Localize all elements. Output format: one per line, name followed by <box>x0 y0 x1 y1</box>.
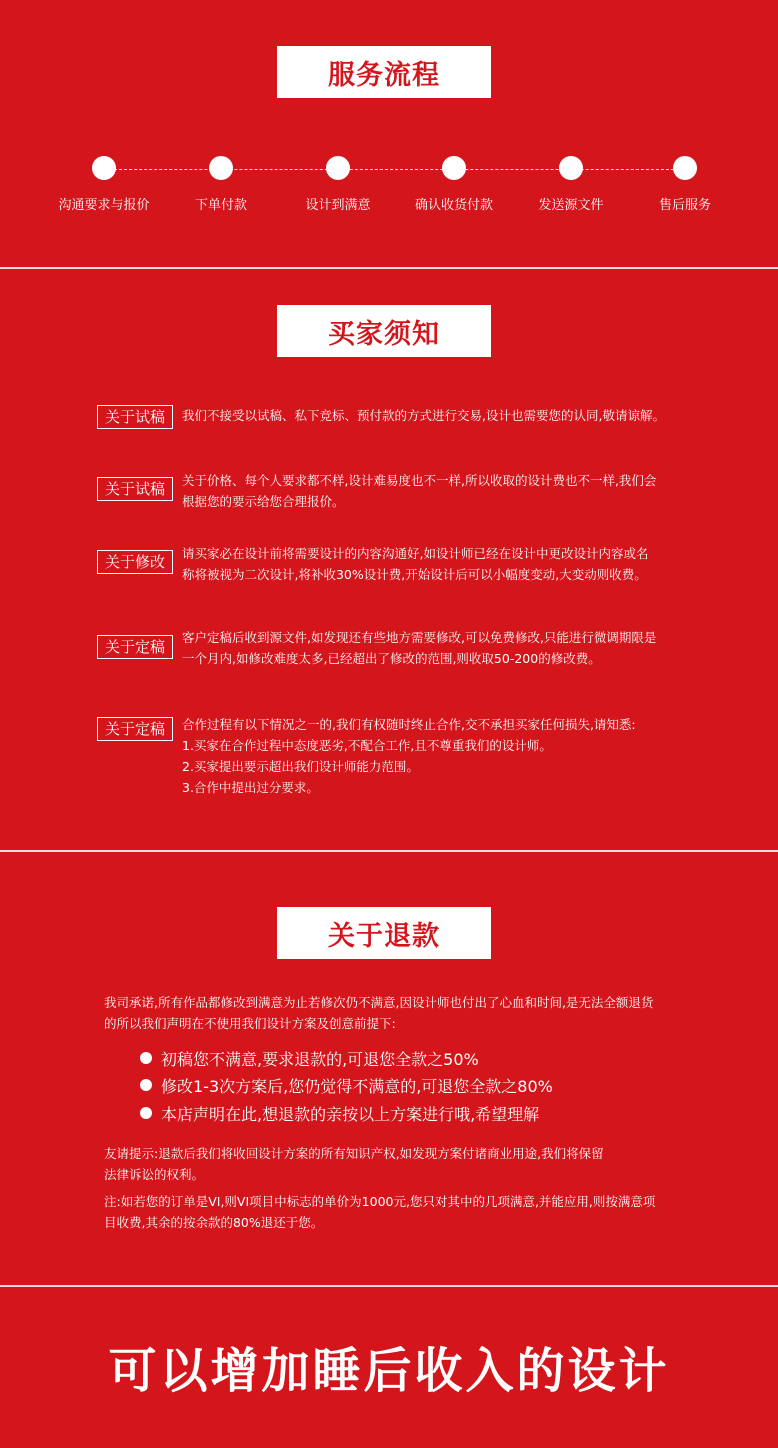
refund-bullet-text: 修改1-3次方案后,您仍觉得不满意的,可退您全款之80% <box>161 1076 553 1096</box>
refund-tip-line: 法律诉讼的权利。 <box>104 1167 205 1182</box>
notice-line: 称将被视为二次设计,将补收30%设计费,开始设计后可以小幅度变动,大变动则收费。 <box>182 567 647 582</box>
section-divider <box>0 850 778 852</box>
notice-line: 3.合作中提出过分要求。 <box>182 780 319 795</box>
refund-intro-line: 的所以我们声明在不使用我们设计方案及创意前提下: <box>104 1016 396 1031</box>
step-dot-icon <box>326 156 350 180</box>
notice-line: 根据您的要示给您合理报价。 <box>182 494 345 509</box>
section-divider <box>0 267 778 269</box>
refund-note <box>104 1191 694 1233</box>
notice-line: 合作过程有以下情况之一的,我们有权随时终止合作,交不承担买家任何损失,请知悉: <box>182 717 636 732</box>
step-label: 沟通要求与报价 <box>58 198 150 213</box>
refund-note-line: 目收费,其余的按余款的80%退还于您。 <box>104 1215 324 1230</box>
bullet-dot-icon <box>140 1079 152 1091</box>
bullet-dot-icon <box>140 1052 152 1064</box>
step-dot-icon <box>673 156 697 180</box>
step-label: 售后服务 <box>658 198 711 213</box>
service-flow-title: 服务流程 <box>277 46 491 98</box>
bullet-dot-icon <box>140 1107 152 1119</box>
refund-intro <box>104 992 694 1034</box>
step-dot-icon <box>442 156 466 180</box>
step-label: 确认收货付款 <box>414 198 493 213</box>
notice-line: 一个月内,如修改难度太多,已经超出了修改的范围,则收取50-200的修改费。 <box>182 651 601 666</box>
step-label: 下单付款 <box>194 198 247 213</box>
refund-tip <box>104 1143 694 1185</box>
refund-bullet <box>140 1101 539 1125</box>
notice-tag: 关于修改 <box>97 550 173 574</box>
notice-text <box>182 470 687 512</box>
refund-bullet-text: 本店声明在此,想退款的亲按以上方案进行哦,希望理解 <box>161 1104 540 1124</box>
section-divider <box>0 1285 778 1287</box>
refund-bullet <box>140 1046 479 1070</box>
notice-tag: 关于定稿 <box>97 635 173 659</box>
notice-tag: 关于试稿 <box>97 477 173 501</box>
buyer-notice-title: 买家须知 <box>277 305 491 357</box>
refund-bullet-text: 初稿您不满意,要求退款的,可退您全款之50% <box>161 1049 479 1069</box>
notice-line: 1.买家在合作过程中态度恶劣,不配合工作,且不尊重我们的设计师。 <box>182 738 552 753</box>
notice-tag: 关于定稿 <box>97 717 173 741</box>
step-dot-icon <box>209 156 233 180</box>
notice-line: 请买家必在设计前将需要设计的内容沟通好,如设计师已经在设计中更改设计内容或名 <box>182 546 649 561</box>
notice-tag: 关于试稿 <box>97 405 173 429</box>
step-label: 设计到满意 <box>305 198 371 213</box>
step-dot-icon <box>559 156 583 180</box>
refund-intro-line: 我司承诺,所有作品都修改到满意为止若修次仍不满意,因设计师也付出了心血和时间,是无法全额退货 <box>104 995 654 1010</box>
step-dot-icon <box>92 156 116 180</box>
refund-title: 关于退款 <box>277 907 491 959</box>
notice-text <box>182 627 687 669</box>
notice-line: 我们不接受以试稿、私下竞标、预付款的方式进行交易,设计也需要您的认同,敬请谅解。 <box>182 408 665 423</box>
notice-line: 关于价格、每个人要求都不样,设计难易度也不一样,所以收取的设计费也不一样,我们会 <box>182 473 657 488</box>
notice-text <box>182 405 687 426</box>
slogan-banner: 可以增加睡后收入的设计 <box>108 1343 670 1399</box>
notice-text <box>182 543 687 585</box>
refund-tip-line: 友请提示:退款后我们将收回设计方案的所有知识产权,如发现方案付诸商业用途,我们将保留 <box>104 1146 604 1161</box>
notice-line: 2.买家提出要示超出我们设计师能力范围。 <box>182 759 419 774</box>
notice-text <box>182 714 687 798</box>
notice-line: 客户定稿后收到源文件,如发现还有些地方需要修改,可以免费修改,只能进行微调期限是 <box>182 630 657 645</box>
refund-note-line: 注:如若您的订单是VI,则VI项目中标志的单价为1000元,您只对其中的几项满意,并能应用,则按满意项 <box>104 1194 656 1209</box>
refund-bullet <box>140 1073 553 1097</box>
step-label: 发送源文件 <box>538 198 604 213</box>
process-step-6 <box>610 156 760 214</box>
